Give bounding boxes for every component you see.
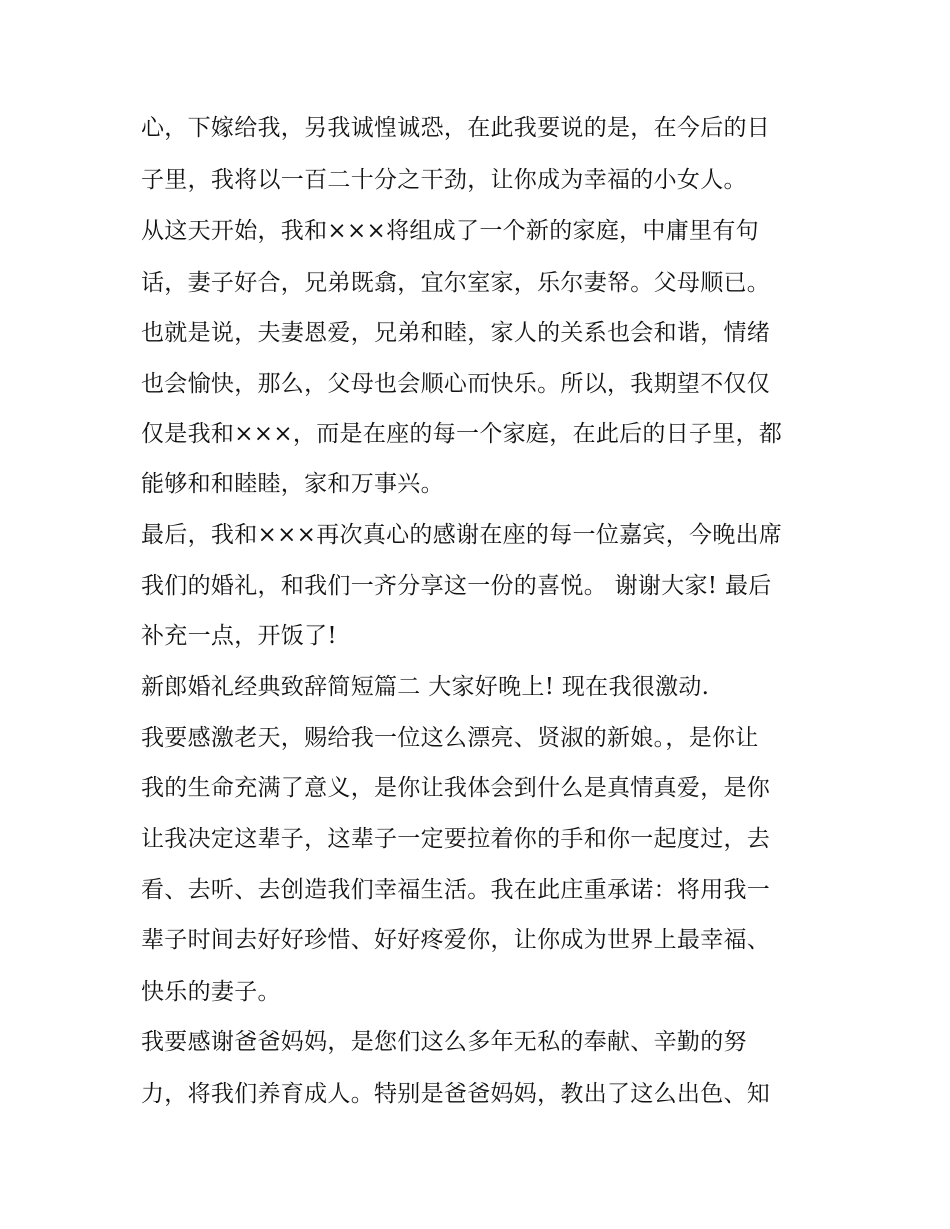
text-line: 辈子时间去好好珍惜、好好疼爱你，让你成为世界上最幸福、 [141,927,771,953]
text-line: 也就是说，夫妻恩爱，兄弟和睦，家人的关系也会和谐，情绪 [141,320,771,346]
text-line: 补充一点，开饭了! [141,623,337,649]
text-line: 我要感激老天，赐给我一位这么漂亮、贤淑的新娘。，是你让 [141,725,759,751]
section-heading-line: 新郎婚礼经典致辞简短篇二 大家好晚上! 现在我很激动. [141,674,710,700]
text-line: 仅是我和×××，而是在座的每一个家庭，在此后的日子里，都 [141,421,783,447]
text-line: 子里，我将以一百二十分之干劲，让你成为幸福的小女人。 [141,167,747,193]
text-line: 力，将我们养育成人。特别是爸爸妈妈，教出了这么出色、知 [141,1081,771,1107]
text-line: 我的生命充满了意义，是你让我体会到什么是真情真爱，是你 [141,775,771,801]
text-line: 我们的婚礼，和我们一齐分享这一份的喜悦。 谢谢大家! 最后 [141,573,772,599]
text-line: 心，下嫁给我，另我诚惶诚恐，在此我要说的是，在今后的日 [141,115,771,141]
text-line: 话，妻子好合，兄弟既翕，宜尔室家，乐尔妻帑。父母顺已。 [141,270,771,296]
text-line: 能够和和睦睦，家和万事兴。 [141,471,444,497]
text-line: 让我决定这辈子，这辈子一定要拉着你的手和你一起度过，去 [141,826,771,852]
text-line: 快乐的妻子。 [141,979,281,1005]
text-line: 从这天开始，我和×××将组成了一个新的家庭，中庸里有句 [141,218,759,244]
text-line: 我要感谢爸爸妈妈，是您们这么多年无私的奉献、辛勤的努 [141,1029,747,1055]
text-line: 也会愉快，那么，父母也会顺心而快乐。所以，我期望不仅仅 [141,371,771,397]
text-line: 看、去听、去创造我们幸福生活。我在此庄重承诺：将用我一 [141,877,771,903]
text-line: 最后，我和×××再次真心的感谢在座的每一位嘉宾，今晚出席 [141,522,783,548]
